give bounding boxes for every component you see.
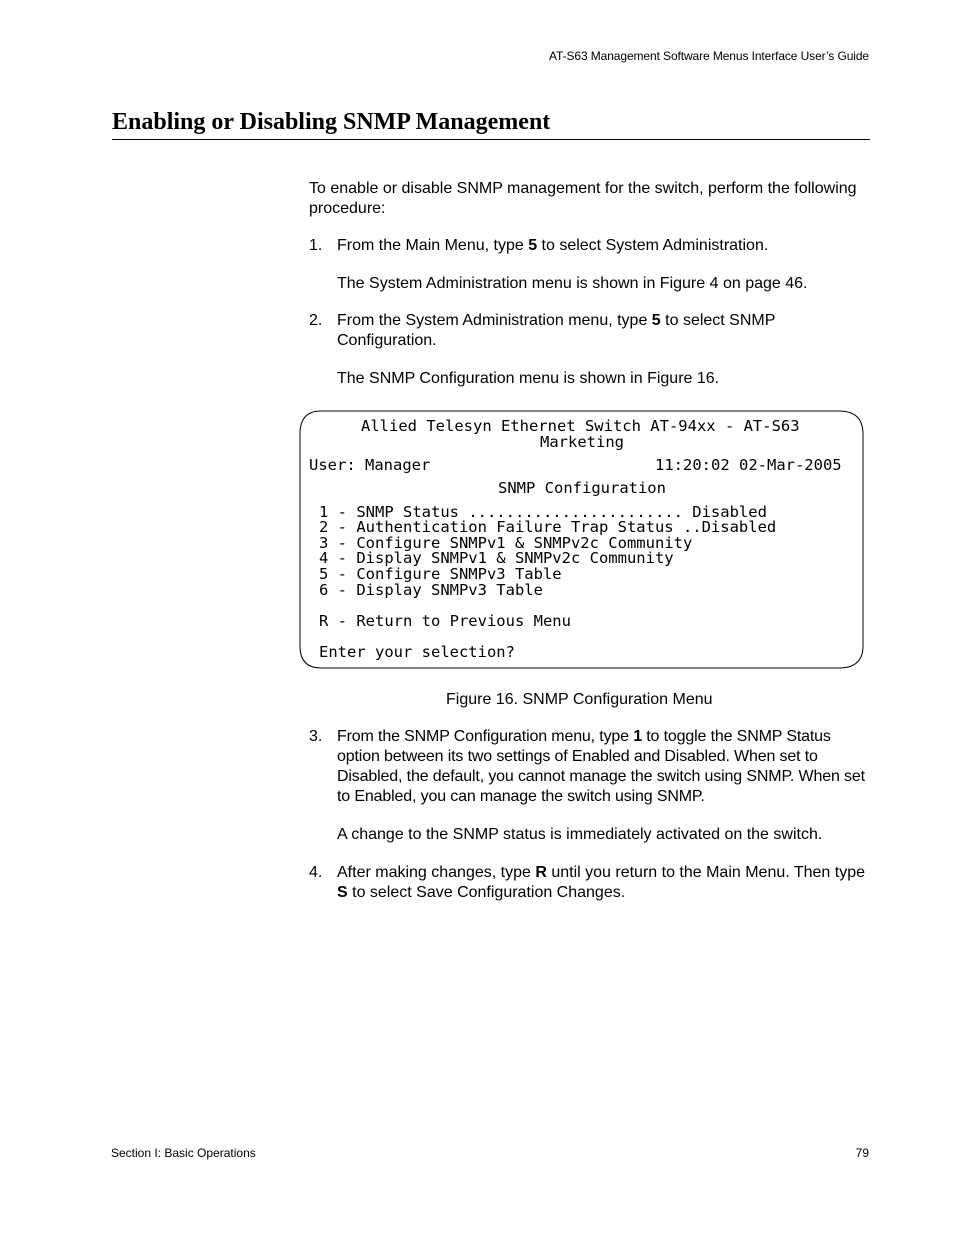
key-label: R bbox=[535, 864, 547, 881]
step-1 bbox=[309, 236, 869, 256]
step-number: 1. bbox=[309, 237, 323, 254]
step-number: 2. bbox=[309, 312, 323, 329]
menu-item-auth-failure-trap[interactable]: 2 - Authentication Failure Trap Status ..Disabled bbox=[319, 518, 777, 536]
step-4 bbox=[309, 863, 869, 903]
page-number: 79 bbox=[855, 1146, 869, 1160]
step-text: After making changes, type R until you return to the Main Menu. Then type S to select Save Configuration Changes. bbox=[337, 864, 865, 901]
step-text: From the System Administration menu, type 5 to select SNMP Configuration. bbox=[337, 312, 776, 349]
step-number: 4. bbox=[309, 864, 323, 881]
menu-item-configure-snmpv3[interactable]: 5 - Configure SNMPv3 Table bbox=[319, 565, 562, 583]
terminal-title: Allied Telesyn Ethernet Switch AT-94xx - AT-S63 bbox=[361, 417, 800, 435]
running-header: AT-S63 Management Software Menus Interface User’s Guide bbox=[549, 49, 869, 63]
menu-item-configure-community[interactable]: 3 - Configure SNMPv1 & SNMPv2c Community bbox=[319, 534, 693, 552]
menu-item-snmp-status[interactable]: 1 - SNMP Status ....................... Disabled bbox=[319, 503, 767, 521]
step-1-note: The System Administration menu is shown in Figure 4 on page 46. bbox=[337, 275, 808, 292]
step-2 bbox=[309, 311, 869, 351]
terminal-user: User: Manager bbox=[309, 456, 431, 474]
step-3-note: A change to the SNMP status is immediately activated on the switch. bbox=[337, 826, 823, 843]
menu-item-display-community[interactable]: 4 - Display SNMPv1 & SNMPv2c Community bbox=[319, 549, 674, 567]
key-label: S bbox=[337, 884, 348, 901]
menu-item-display-snmpv3[interactable]: 6 - Display SNMPv3 Table bbox=[319, 581, 543, 599]
key-label: 5 bbox=[528, 237, 538, 254]
key-label: 1 bbox=[633, 728, 642, 745]
step-text: From the Main Menu, type 5 to select System Administration. bbox=[337, 237, 769, 254]
step-3 bbox=[309, 727, 869, 807]
terminal-datetime: 11:20:02 02-Mar-2005 bbox=[655, 456, 842, 474]
terminal-screen-figure bbox=[299, 410, 864, 669]
step-text: From the SNMP Configuration menu, type 1 to toggle the SNMP Status option between its two settings of Enabled and Disabled. When set to Disabled, the default, you cannot manage the switch using SNMP. When set to Enabled, you can manage the switch using SNMP. bbox=[337, 728, 865, 805]
section-title: Enabling or Disabling SNMP Management bbox=[112, 108, 870, 140]
figure-caption: Figure 16. SNMP Configuration Menu bbox=[446, 691, 713, 708]
terminal-prompt[interactable]: Enter your selection? bbox=[319, 643, 515, 661]
key-label: 5 bbox=[651, 312, 661, 329]
intro-paragraph: To enable or disable SNMP management for the switch, perform the following procedure: bbox=[309, 180, 857, 217]
terminal-menu-title: SNMP Configuration bbox=[498, 479, 666, 497]
step-number: 3. bbox=[309, 728, 323, 745]
terminal-subtitle: Marketing bbox=[540, 433, 624, 451]
step-2-note: The SNMP Configuration menu is shown in Figure 16. bbox=[337, 370, 720, 387]
footer-section: Section I: Basic Operations bbox=[111, 1146, 256, 1160]
menu-item-return[interactable]: R - Return to Previous Menu bbox=[319, 612, 571, 630]
